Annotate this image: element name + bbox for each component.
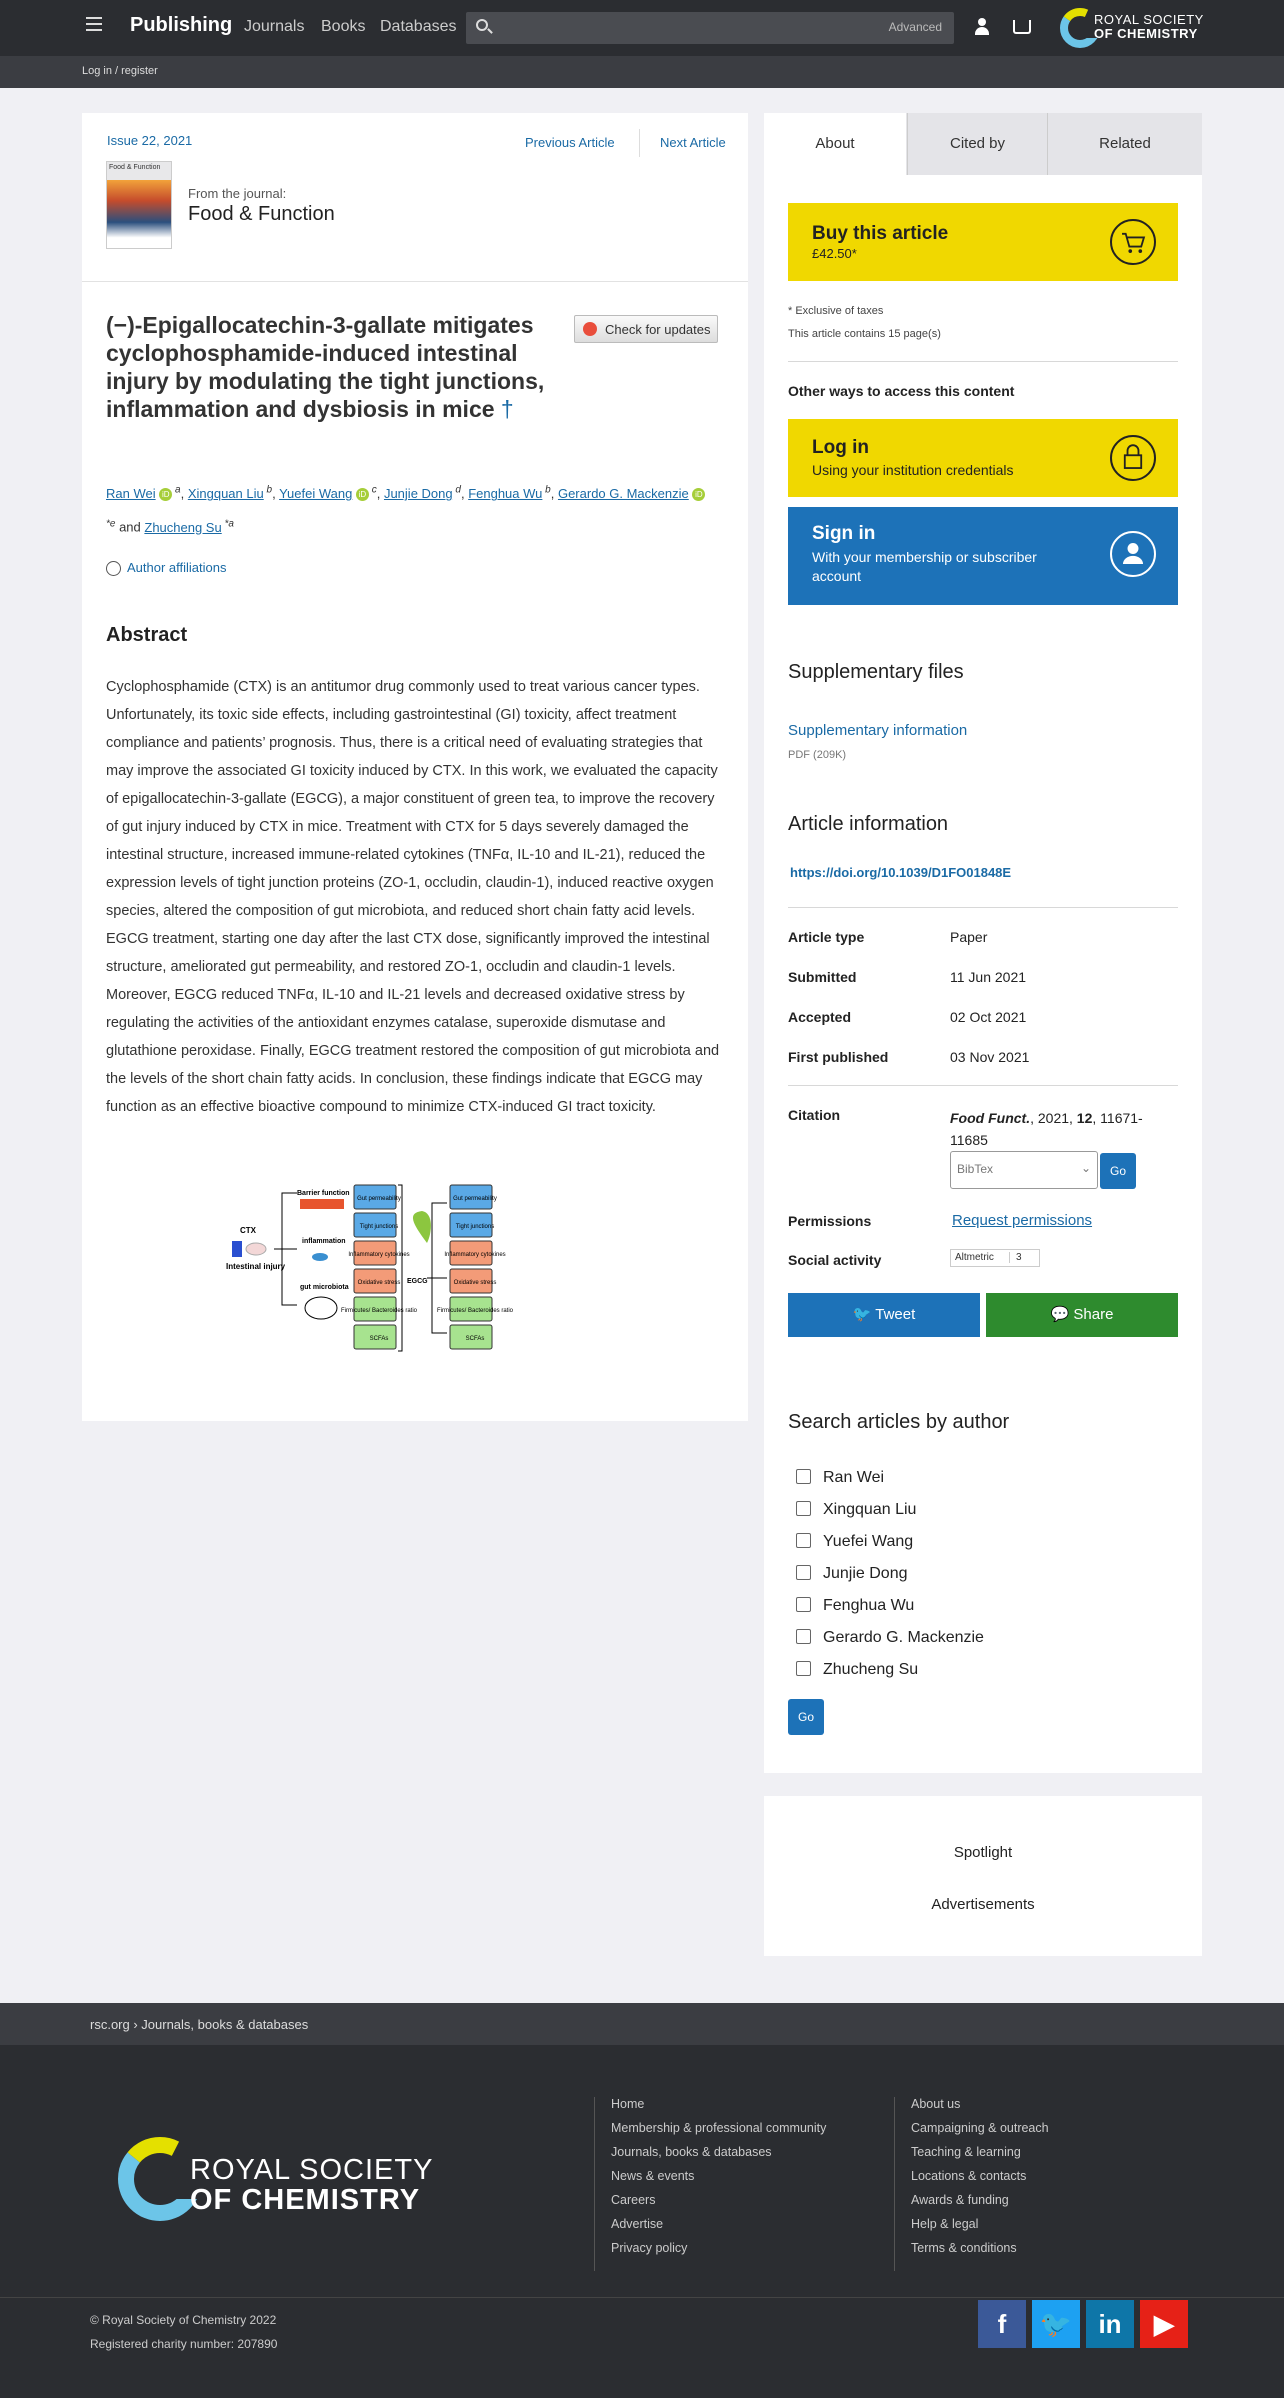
author-link[interactable]: Zhucheng Su xyxy=(144,519,222,535)
spotlight-panel xyxy=(764,1796,1202,1956)
nav-journals[interactable]: Journals xyxy=(244,18,305,35)
cell-icon xyxy=(312,1253,328,1261)
author-link[interactable]: Yuefei Wang xyxy=(279,486,353,502)
cart-icon xyxy=(1110,219,1156,265)
plus-circle-icon xyxy=(106,561,121,576)
and-text: and xyxy=(115,519,145,535)
author-checkbox[interactable] xyxy=(796,1469,884,1487)
wechat-icon: 💬 xyxy=(1050,1306,1074,1323)
advanced-search-link[interactable]: Advanced xyxy=(888,20,942,34)
supplementary-meta: PDF (209K) xyxy=(788,749,847,761)
graphic-box-label: Inflammatory cytokines xyxy=(444,1252,506,1258)
author-item: Junjie Dong $^d$, xyxy=(383,485,469,502)
vial-icon xyxy=(232,1241,242,1257)
graphic-egcg-label: EGCG xyxy=(407,1278,428,1285)
author-link[interactable]: Gerardo G. Mackenzie xyxy=(557,486,689,502)
footer xyxy=(0,2045,1284,2398)
article-panel xyxy=(82,113,748,1421)
checkbox[interactable] xyxy=(796,1629,811,1644)
author-checkbox-label: Zhucheng Su xyxy=(823,1661,919,1678)
graphic-injury-label: Intestinal injury xyxy=(226,1262,286,1271)
article-info-label: Submitted xyxy=(788,969,857,985)
tea-leaf-icon xyxy=(413,1211,431,1243)
member-signin-button[interactable]: Sign in With your membership or subscriber account xyxy=(788,507,1178,605)
footer-link[interactable]: Help & legal xyxy=(911,2217,979,2231)
supplementary-heading: Supplementary files xyxy=(788,661,964,683)
search-icon[interactable] xyxy=(476,19,488,31)
author-checkbox-label: Fenghua Wu xyxy=(823,1597,915,1614)
advertisements-label: Advertisements xyxy=(931,1896,1035,1913)
journal-name-link[interactable]: Food & Function xyxy=(188,203,335,225)
graphic-microbiota-label: gut microbiota xyxy=(300,1284,349,1291)
divider xyxy=(82,281,748,282)
citation-go-button[interactable]: Go xyxy=(1100,1153,1136,1189)
author-checkbox-label: Junjie Dong xyxy=(823,1565,908,1582)
tab-cited-by[interactable]: Cited by xyxy=(907,113,1047,175)
permissions-label: Permissions xyxy=(788,1213,872,1229)
buy-article-button[interactable]: Buy this article £42.50* xyxy=(788,203,1178,281)
article-info-heading: Article information xyxy=(788,813,949,835)
top-bar xyxy=(0,0,1284,56)
author-affiliations-toggle[interactable]: Author affiliations xyxy=(106,560,227,576)
bracket xyxy=(398,1185,402,1351)
sidebar-panel xyxy=(764,113,1202,1773)
author-checkbox-label: Ran Wei xyxy=(823,1469,885,1486)
facebook-icon[interactable]: f xyxy=(978,2300,1026,2348)
abstract-heading: Abstract xyxy=(106,624,188,646)
footer-link[interactable]: Awards & funding xyxy=(911,2193,1009,2207)
graphic-barrier-label: Barrier function xyxy=(297,1190,350,1197)
checkbox[interactable] xyxy=(796,1501,811,1516)
copyright: © Royal Society of Chemistry 2022 xyxy=(90,2313,277,2327)
footer-links-col2 xyxy=(894,2097,1049,2271)
journal-cover[interactable]: Food & Function xyxy=(106,161,172,249)
nav-books[interactable]: Books xyxy=(321,18,366,35)
footer-breadcrumb[interactable]: rsc.org › Journals, books & databases xyxy=(90,2017,309,2032)
author-item: Fenghua Wu $^b$, xyxy=(468,485,558,502)
footer-link[interactable]: About us xyxy=(911,2097,961,2111)
checkbox[interactable] xyxy=(796,1533,811,1548)
person-icon xyxy=(1110,531,1156,577)
graphic-box-label: Firmicutes/ Bacteroides ratio xyxy=(340,1308,418,1314)
author-item: Yuefei Wang iD $^c$, xyxy=(279,485,384,502)
menu-icon[interactable] xyxy=(86,17,102,31)
footer-breadcrumb-bar xyxy=(0,2003,1284,2045)
graphic-box-label: Oxidative stress xyxy=(357,1280,401,1286)
linkedin-icon[interactable]: in xyxy=(1086,2300,1134,2348)
graphic-box-label: Gut permeability xyxy=(453,1196,497,1202)
divider xyxy=(788,1085,1178,1086)
login-register-link[interactable]: Log in / register xyxy=(82,65,158,77)
share-button[interactable]: 💬 Share xyxy=(986,1293,1178,1337)
author-checkbox-label: Xingquan Liu xyxy=(823,1501,917,1518)
graphic-box-label: Tight junctions xyxy=(455,1224,495,1230)
citation-format-select[interactable]: BibTex ⌄ xyxy=(950,1151,1098,1189)
footer-link[interactable]: Teaching & learning xyxy=(911,2145,1021,2159)
microbiota-icon xyxy=(305,1297,337,1319)
footer-link[interactable]: Terms & conditions xyxy=(911,2241,1017,2255)
footer-link[interactable]: Careers xyxy=(611,2193,656,2207)
other-access-heading: Other ways to access this content xyxy=(788,383,1015,399)
graphic-box-label: SCFAs xyxy=(465,1336,485,1342)
footer-link[interactable]: Locations & contacts xyxy=(911,2169,1027,2183)
check-for-updates-button[interactable]: Check for updates xyxy=(574,315,718,343)
article-info-value: Paper xyxy=(950,929,988,945)
footer-link[interactable]: Home xyxy=(611,2097,645,2111)
graphic-arrows xyxy=(274,1193,297,1305)
rsc-footer-logo-text[interactable]: ROYAL SOCIETY OF CHEMISTRY xyxy=(190,2154,434,2216)
graphic-box-label: Inflammatory cytokines xyxy=(348,1252,410,1258)
spotlight-label: Spotlight xyxy=(953,1844,1013,1861)
author-checkbox[interactable] xyxy=(796,1565,908,1583)
graphic-ctx-label: CTX xyxy=(240,1226,256,1235)
footer-link[interactable]: News & events xyxy=(611,2169,695,2183)
twitter-icon[interactable]: 🐦 xyxy=(1032,2300,1080,2348)
institution-login-button[interactable]: Log in Using your institution credentials xyxy=(788,419,1178,497)
chevron-down-icon: ⌄ xyxy=(1080,1161,1091,1175)
graphic-box-label: Tight junctions xyxy=(359,1224,399,1230)
checkbox[interactable] xyxy=(796,1469,811,1484)
graphic-inflammation-label: inflammation xyxy=(302,1238,346,1245)
author-checkbox[interactable] xyxy=(796,1629,984,1647)
affiliation-marker: d xyxy=(452,485,461,496)
affiliation-marker: b xyxy=(542,485,551,496)
social-activity-label: Social activity xyxy=(788,1252,882,1268)
affiliation-marker: c xyxy=(368,485,377,496)
article-info-label: Article type xyxy=(788,929,865,945)
footer-link[interactable]: Campaigning & outreach xyxy=(911,2121,1049,2135)
graphic-box-label: SCFAs xyxy=(369,1336,389,1342)
checkbox[interactable] xyxy=(796,1597,811,1612)
affiliation-marker: a xyxy=(172,485,181,496)
author-link[interactable]: Junjie Dong xyxy=(383,486,453,502)
affiliation-marker: *e xyxy=(106,518,116,530)
article-info-label: First published xyxy=(788,1049,889,1065)
barrier-icon xyxy=(300,1199,344,1209)
author-item: Xingquan Liu $^b$, xyxy=(187,485,280,502)
doi-link[interactable]: https://doi.org/10.1039/D1FO01848E xyxy=(790,865,1012,880)
checkbox[interactable] xyxy=(796,1661,811,1676)
abstract-text: Cyclophosphamide (CTX) is an antitumor drug commonly used to treat various cancer types. Unfortunately, its toxic side effects, including gastrointestinal (GI) toxicity, affect treatment compliance and patients’ prognosis. Thus, there is a critical need of evaluating strategies that may improve the associated GI toxicity induced by CTX. In this work, we evaluated the capacity of epigallocatechin-3-gallate (EGCG), a major constituent of green tea, to improve the recovery of gut injury induced by CTX in mice. Treatment with CTX for 5 days severely damaged the intestinal structure, increased immune-related cytokines (TNFα, IL-10 and IL-21), reduced the expression levels of tight junction proteins (ZO-1, occludin, claudin-1), induced reactive oxygen species, altered the composition of gut microbiota, and reduced short chain fatty acid levels. EGCG treatment, starting one day after the last CTX dose, significantly improved the intestinal structure, ameliorated gut permeability, and restored ZO-1, occludin and claudin-1 levels. Moreover, EGCG reduced TNFα, IL-10 and IL-21 levels and decreased oxidative stress by regulating the activities of the antioxidant enzymes catalase, superoxide dismutase and glutathione peroxidase. Finally, EGCG treatment restored the composition of gut microbiota and the levels of the short chain fatty acids. In conclusion, these findings indicate that EGCG may function as an effective bioactive compound to minimize CTX-induced GI tract toxicity. xyxy=(106,679,720,1115)
from-journal-label: From the journal: xyxy=(188,186,287,201)
cart-icon[interactable] xyxy=(1013,20,1031,34)
graphic-box-label: Firmicutes/ Bacteroides ratio xyxy=(436,1308,514,1314)
footer-link[interactable]: Journals, books & databases xyxy=(611,2145,772,2159)
charity-number: Registered charity number: 207890 xyxy=(90,2337,278,2351)
article-info-value: 11 Jun 2021 xyxy=(950,969,1027,985)
search-input[interactable] xyxy=(466,12,954,44)
author-link[interactable]: Xingquan Liu xyxy=(187,486,264,502)
lock-icon xyxy=(1110,435,1156,481)
sidebar-tabs xyxy=(764,113,1202,175)
article-info-label: Accepted xyxy=(788,1009,852,1025)
request-permissions-link[interactable]: Request permissions xyxy=(952,1212,1093,1229)
next-article-link[interactable]: Next Article xyxy=(660,135,726,150)
orcid-icon[interactable]: iD xyxy=(692,488,705,501)
search-by-author-heading: Search articles by author xyxy=(788,1411,1010,1433)
article-info-value: 03 Nov 2021 xyxy=(950,1049,1030,1065)
rsc-logo-text[interactable]: ROYAL SOCIETY OF CHEMISTRY xyxy=(1094,12,1204,41)
footer-link[interactable]: Privacy policy xyxy=(611,2241,688,2255)
divider xyxy=(788,907,1178,908)
page-count: This article contains 15 page(s) xyxy=(788,328,941,340)
tweet-button[interactable]: 🐦 Tweet xyxy=(788,1293,980,1337)
author-link[interactable]: Ran Wei xyxy=(106,486,156,502)
author-list xyxy=(106,477,706,542)
previous-article-link[interactable]: Previous Article xyxy=(525,135,615,150)
tab-related[interactable]: Related xyxy=(1047,113,1202,175)
author-item xyxy=(144,520,234,535)
author-checkbox[interactable] xyxy=(796,1661,918,1679)
graphic-box-label: Gut permeability xyxy=(357,1196,401,1202)
issue-link[interactable]: Issue 22, 2021 xyxy=(107,133,193,148)
article-title: (−)-Epigallocatechin-3-gallate mitigates cyclophosphamide-induced intestinal injury by modulating the tight junctions, inflammation and dysbiosis in mice † xyxy=(106,312,545,422)
footer-links-col1 xyxy=(594,2097,826,2271)
author-search-go-button[interactable]: Go xyxy=(788,1699,824,1735)
tab-about[interactable]: About xyxy=(764,113,906,175)
author-checkbox[interactable] xyxy=(796,1501,916,1519)
author-checkbox-label: Gerardo G. Mackenzie xyxy=(823,1629,984,1646)
footer-link[interactable]: Membership & professional community xyxy=(611,2121,827,2135)
brand-publishing[interactable]: Publishing xyxy=(130,14,233,36)
divider xyxy=(0,2297,1284,2298)
orcid-icon[interactable]: iD xyxy=(159,488,172,501)
divider xyxy=(639,129,640,157)
checkbox[interactable] xyxy=(796,1565,811,1580)
nav-databases[interactable]: Databases xyxy=(380,18,457,35)
graphical-abstract[interactable] xyxy=(222,1183,622,1363)
article-info-value: 02 Oct 2021 xyxy=(950,1009,1027,1025)
author-checkbox[interactable] xyxy=(796,1533,913,1551)
footer-link[interactable]: Advertise xyxy=(611,2217,664,2231)
twitter-icon: 🐦 xyxy=(852,1306,876,1323)
tax-note: * Exclusive of taxes xyxy=(788,305,884,317)
orcid-icon[interactable]: iD xyxy=(356,488,369,501)
altmetric-badge[interactable]: Altmetric 3 xyxy=(950,1249,1040,1267)
citation-label: Citation xyxy=(788,1107,841,1123)
login-bar xyxy=(0,56,1284,88)
user-icon[interactable] xyxy=(974,18,990,36)
author-item: Ran Wei iD $^a$, xyxy=(106,485,188,502)
author-checkbox[interactable] xyxy=(796,1597,914,1615)
author-checkbox-label: Yuefei Wang xyxy=(823,1533,914,1550)
divider xyxy=(788,361,1178,362)
affiliation-marker: *a xyxy=(221,518,234,530)
graphic-box-label: Oxidative stress xyxy=(453,1280,497,1286)
youtube-icon[interactable]: ▶ xyxy=(1140,2300,1188,2348)
mouse-icon xyxy=(246,1243,266,1255)
supplementary-link[interactable]: Supplementary information xyxy=(788,722,968,739)
title-footnote-link[interactable]: † xyxy=(500,396,514,422)
crossmark-icon xyxy=(583,322,597,336)
author-link[interactable]: Fenghua Wu xyxy=(468,486,543,502)
citation-value: Food Funct., 2021, 12, 11671-11685 xyxy=(950,1110,1143,1148)
affiliation-marker: b xyxy=(263,485,273,496)
